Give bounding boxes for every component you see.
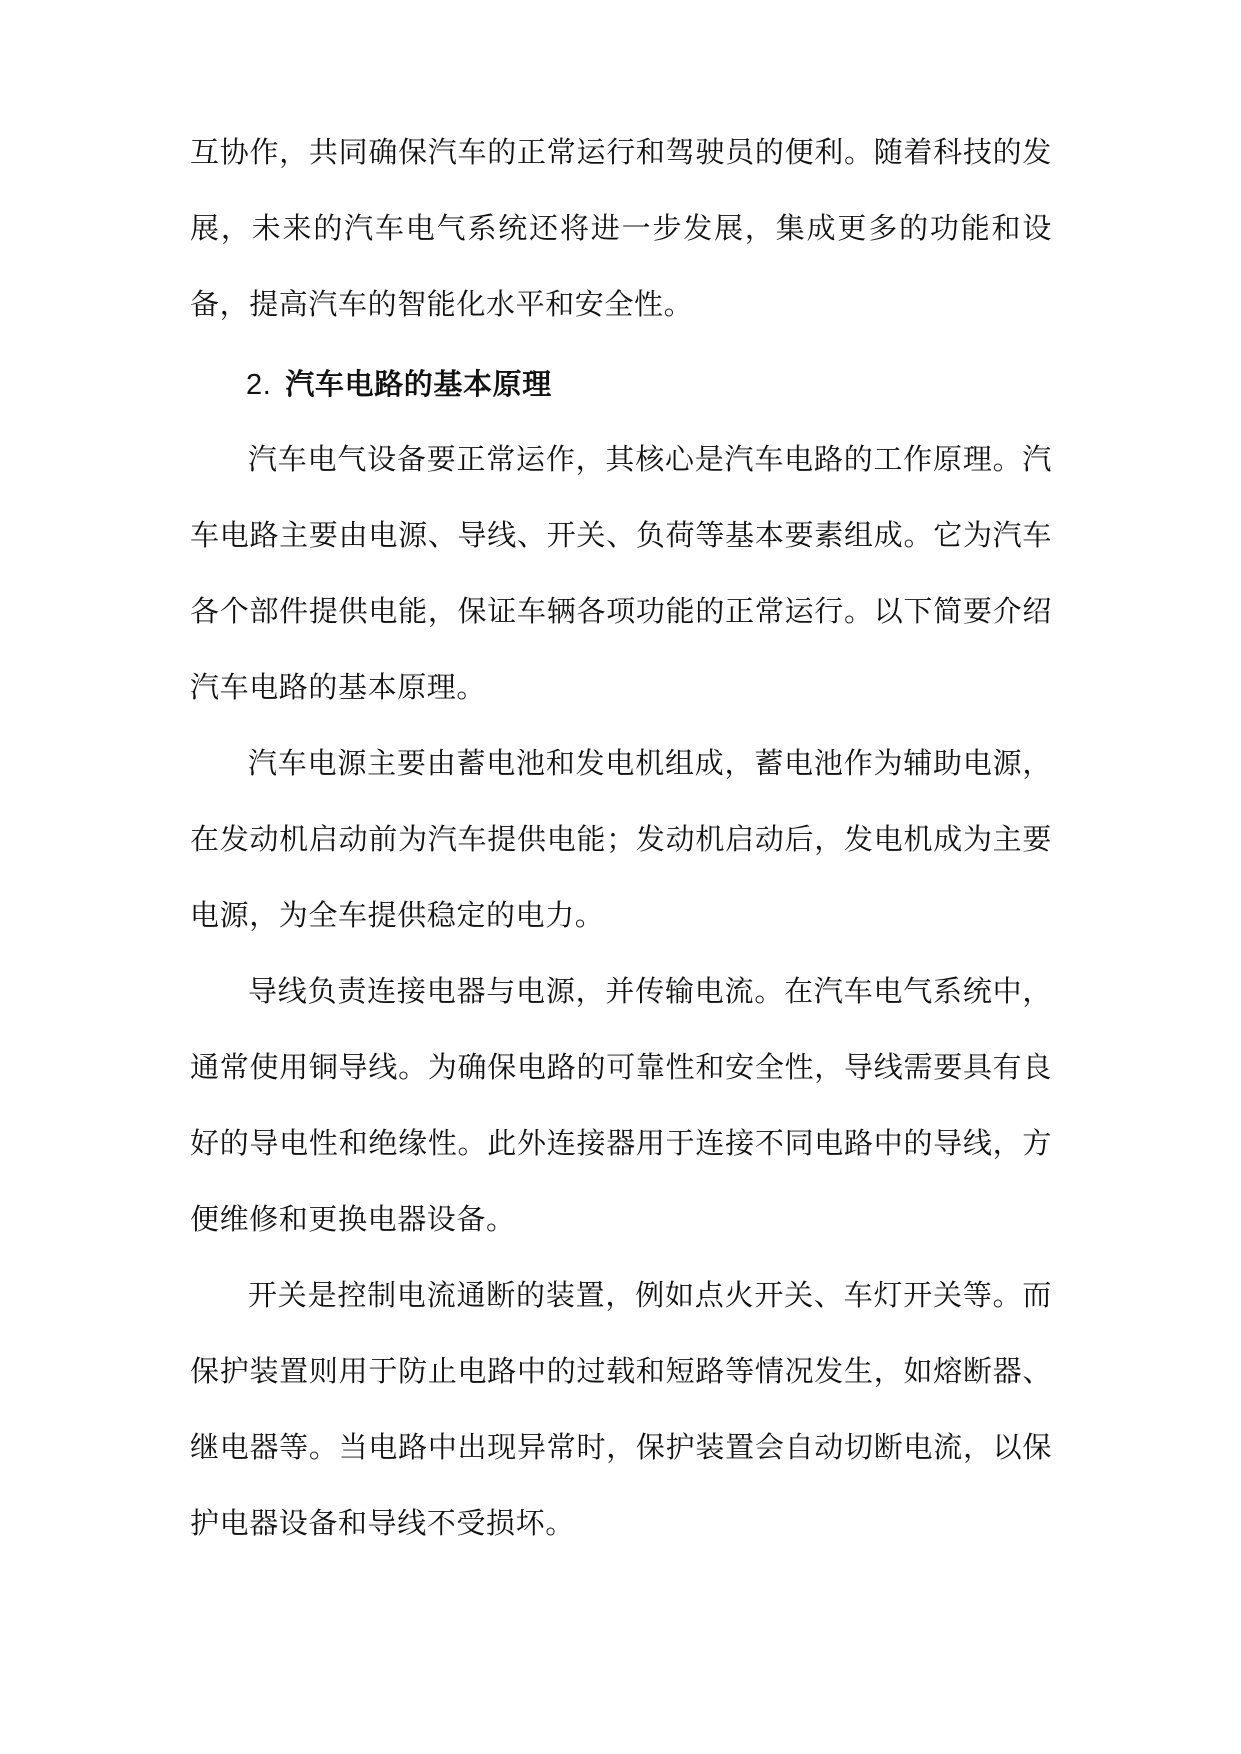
- paragraph-switches-protection: 开关是控制电流通断的装置，例如点火开关、车灯开关等。而保护装置则用于防止电路中的过载和短路等情况发生，如熔断器、继电器等。当电路中出现异常时，保护装置会自动切断电流，以保护电器设备和导线不受损坏。: [190, 1278, 1052, 1540]
- section-number: 2.: [246, 369, 272, 401]
- paragraph-power-source: 汽车电源主要由蓄电池和发电机组成，蓄电池作为辅助电源，在发动机启动前为汽车提供电能；发动机启动后，发电机成为主要电源，为全车提供稳定的电力。: [190, 746, 1052, 932]
- section-title: 汽车电路的基本原理: [285, 367, 552, 401]
- paragraph-circuit-principle: 汽车电气设备要正常运作，其核心是汽车电路的工作原理。汽车电路主要由电源、导线、开关、负荷等基本要素组成。它为汽车各个部件提供电能，保证车辆各项功能的正常运行。以下简要介绍汽车电路的基本原理。: [190, 442, 1052, 704]
- section-heading: [246, 346, 552, 423]
- paragraph-wiring: 导线负责连接电器与电源，并传输电流。在汽车电气系统中，通常使用铜导线。为确保电路的可靠性和安全性，导线需要具有良好的导电性和绝缘性。此外连接器用于连接不同电路中的导线，方便维修和更换电器设备。: [190, 974, 1052, 1236]
- paragraph-intro-continued: 互协作，共同确保汽车的正常运行和驾驶员的便利。随着科技的发展，未来的汽车电气系统还将进一步发展，集成更多的功能和设备，提高汽车的智能化水平和安全性。: [190, 135, 1052, 321]
